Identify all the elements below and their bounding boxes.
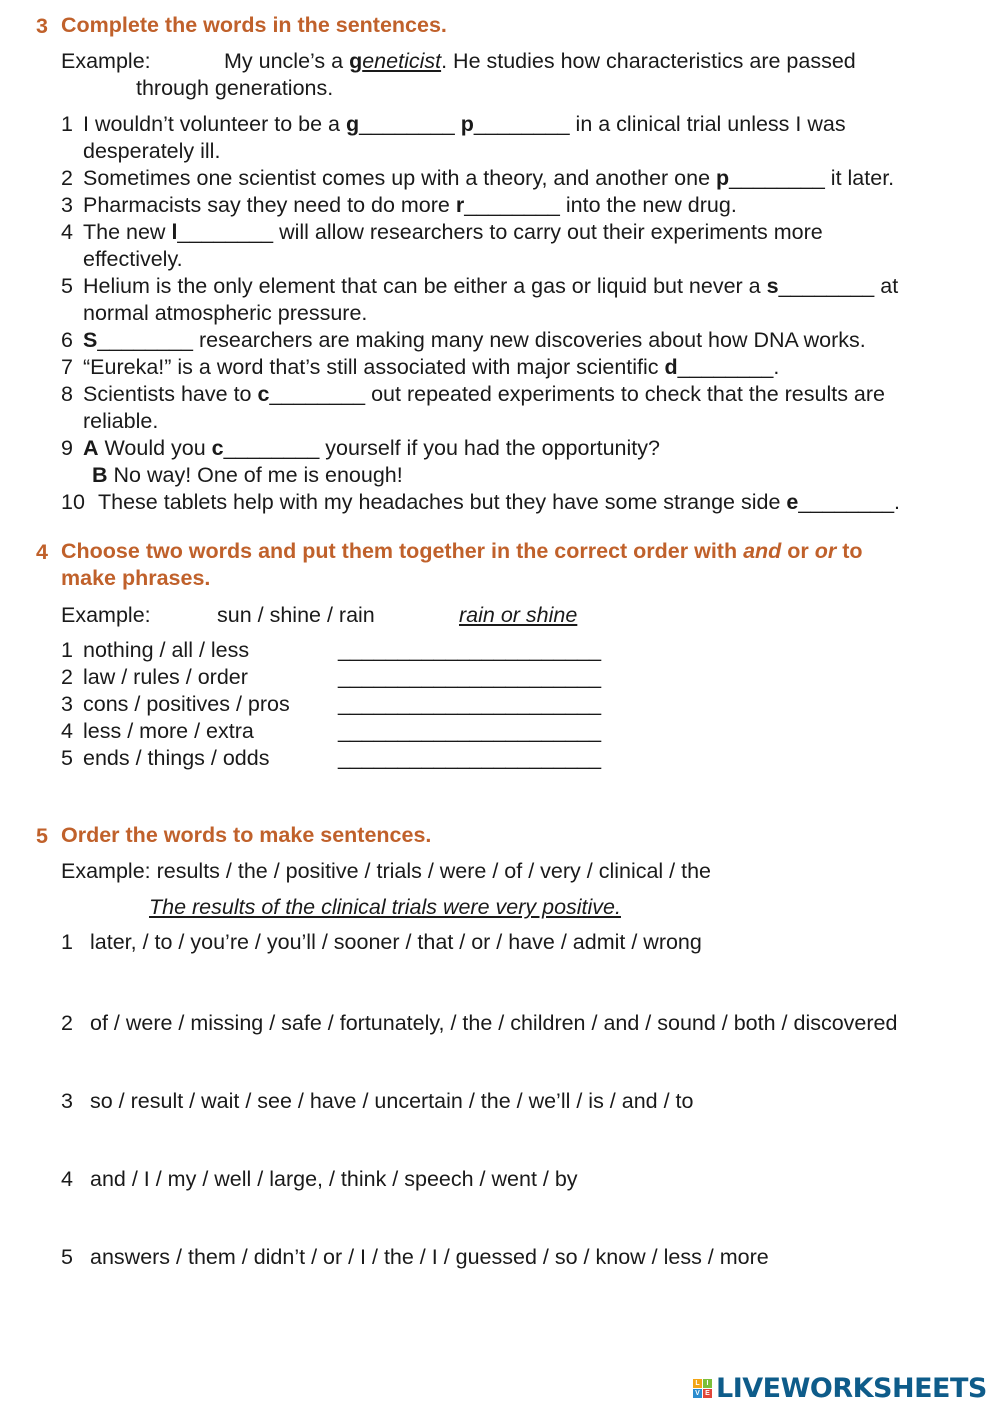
sentence-text: researchers are making many new discoveries about how DNA works. (193, 328, 866, 352)
title-text: Choose two words and put them together in the correct order with (61, 539, 744, 563)
item-number: 9 (61, 436, 73, 460)
example-text: My uncle’s a (224, 49, 350, 73)
logo-letter: L (693, 1379, 702, 1388)
section-5-example: Example: results / the / positive / trials / were / of / very / clinical / the (61, 859, 712, 883)
sentence-text: at (874, 274, 899, 298)
dialogue-line-a (83, 435, 660, 462)
sentence-text: will allow researchers to carry out their experiments more (273, 220, 823, 244)
title-and: and (743, 539, 782, 563)
sentence-text: “Eureka!” is a word that’s still associated with major scientific (83, 355, 665, 379)
phrase-answer-blank[interactable]: ______________________ (338, 665, 602, 689)
section-5-example-answer: The results of the clinical trials were very positive. (149, 895, 621, 919)
sentence-continuation: normal atmospheric pressure. (83, 301, 368, 325)
section-3-example-label: Example: (61, 49, 151, 73)
answer-blank[interactable]: ________ (729, 166, 825, 190)
item-number: 3 (61, 193, 73, 217)
sentence-text: Helium is the only element that can be either a gas or liquid but never a (83, 274, 767, 298)
section-5-title: Order the words to make sentences. (61, 823, 432, 847)
first-letter: c (257, 382, 270, 406)
item-number: 5 (61, 274, 73, 298)
sentence-text: out repeated experiments to check that the results are (365, 382, 885, 406)
section-3-title: Complete the words in the sentences. (61, 13, 447, 37)
answer-blank[interactable]: ________ (223, 436, 320, 460)
scrambled-words: answers / them / didn’t / or / I / the / I / guessed / so / know / less / more (90, 1245, 769, 1269)
item-number: 2 (61, 1011, 73, 1035)
example-text-post: . He studies how characteristics are passed (441, 49, 856, 73)
section-4-example-label: Example: (61, 603, 151, 627)
answer-blank[interactable]: ________ (677, 355, 774, 379)
first-letter: l (171, 220, 178, 244)
item-number: 3 (61, 692, 73, 716)
phrase-words: cons / positives / pros (83, 692, 290, 716)
sentence-text: . (773, 355, 780, 379)
section-3-example (224, 48, 856, 75)
phrase-answer-blank[interactable]: ______________________ (338, 746, 602, 770)
logo-text: LIVEWORKSHEETS (716, 1372, 987, 1404)
speaker-b: B (92, 463, 108, 487)
section-5-number: 5 (36, 824, 48, 848)
phrase-answer-blank[interactable]: ______________________ (338, 719, 602, 743)
phrase-words: law / rules / order (83, 665, 248, 689)
sentence-text: Sometimes one scientist comes up with a theory, and another one (83, 166, 717, 190)
first-letter: p (716, 166, 730, 190)
logo-letter: E (703, 1389, 712, 1398)
scrambled-words: of / were / missing / safe / fortunately, / the / children / and / sound / both / discovered (90, 1011, 898, 1035)
example-letter: g (349, 49, 363, 73)
sentence-text: Pharmacists say they need to do more (83, 193, 456, 217)
item-number: 5 (61, 1245, 73, 1269)
item-number: 10 (61, 490, 85, 514)
liveworksheets-logo[interactable] (693, 1373, 987, 1403)
first-letter: g (345, 112, 360, 136)
title-or: or (814, 539, 837, 563)
item-number: 3 (61, 1089, 73, 1113)
item-number: 8 (61, 382, 73, 406)
first-letter: r (455, 193, 465, 217)
first-letter: c (211, 436, 224, 460)
sentence-item (83, 327, 866, 354)
answer-blank[interactable]: ________ (473, 112, 570, 136)
item-number: 4 (61, 1167, 73, 1191)
answer-blank[interactable]: ________ (269, 382, 366, 406)
sentence-item (83, 273, 898, 300)
title-text: to (836, 539, 863, 563)
example-answer: eneticist (362, 49, 442, 73)
item-number: 4 (61, 719, 73, 743)
sentence-text: yourself if you had the opportunity? (319, 436, 660, 460)
sentence-item (83, 192, 737, 219)
sentence-text: Would you (98, 436, 212, 460)
first-letter: S (83, 328, 98, 352)
item-number: 5 (61, 746, 73, 770)
sentence-continuation: reliable. (83, 409, 159, 433)
phrase-words: nothing / all / less (83, 638, 250, 662)
sentence-text: . (894, 490, 901, 514)
item-number: 1 (61, 638, 73, 662)
section-4-example-answer: rain or shine (459, 603, 578, 627)
logo-letter: I (703, 1379, 712, 1388)
sentence-continuation: effectively. (83, 247, 183, 271)
item-number: 6 (61, 328, 73, 352)
item-number: 1 (61, 112, 73, 136)
sentence-item (83, 111, 846, 138)
section-4-title (61, 538, 863, 565)
item-number: 2 (61, 166, 73, 190)
answer-blank[interactable]: ________ (359, 112, 455, 136)
item-number: 2 (61, 665, 73, 689)
sentence-item (83, 219, 823, 246)
first-letter: s (766, 274, 779, 298)
sentence-item (83, 165, 894, 192)
title-text: or (781, 539, 815, 563)
section-3-number: 3 (36, 14, 48, 38)
phrase-words: less / more / extra (83, 719, 254, 743)
section-4-title-line2: make phrases. (61, 566, 211, 590)
sentence-text: No way! One of me is enough! (107, 463, 403, 487)
first-letter: d (664, 355, 678, 379)
first-letter: p (460, 112, 474, 136)
speaker-a: A (83, 436, 99, 460)
answer-blank[interactable]: ________ (798, 490, 895, 514)
section-4-number: 4 (36, 540, 48, 564)
sentence-text: in a clinical trial unless I was (569, 112, 846, 136)
sentence-text: it later. (824, 166, 895, 190)
sentence-item (83, 381, 885, 408)
sentence-item (83, 354, 779, 381)
phrase-words: ends / things / odds (83, 746, 270, 770)
answer-blank[interactable]: ________ (97, 328, 194, 352)
scrambled-words: and / I / my / well / large, / think / speech / went / by (90, 1167, 578, 1191)
sentence-text: I wouldn’t volunteer to be a (83, 112, 346, 136)
section-3-example-line2: through generations. (136, 76, 334, 100)
dialogue-line-b (92, 462, 403, 489)
scrambled-words: later, / to / you’re / you’ll / sooner / that / or / have / admit / wrong (90, 930, 702, 954)
logo-mark-icon (693, 1379, 712, 1398)
answer-blank[interactable]: ________ (177, 220, 274, 244)
phrase-answer-blank[interactable]: ______________________ (338, 692, 602, 716)
first-letter: e (786, 490, 799, 514)
sentence-text: Scientists have to (83, 382, 258, 406)
item-number: 4 (61, 220, 73, 244)
section-4-example-words: sun / shine / rain (217, 603, 375, 627)
scrambled-words: so / result / wait / see / have / uncertain / the / we’ll / is / and / to (90, 1089, 694, 1113)
item-number: 7 (61, 355, 73, 379)
sentence-text: into the new drug. (559, 193, 737, 217)
item-number: 1 (61, 930, 73, 954)
phrase-answer-blank[interactable]: ______________________ (338, 638, 602, 662)
sentence-text: The new (83, 220, 172, 244)
sentence-text: These tablets help with my headaches but they have some strange side (98, 490, 787, 514)
answer-blank[interactable]: ________ (464, 193, 560, 217)
sentence-item (98, 489, 900, 516)
answer-blank[interactable]: ________ (778, 274, 875, 298)
logo-letter: V (693, 1389, 702, 1398)
sentence-continuation: desperately ill. (83, 139, 221, 163)
